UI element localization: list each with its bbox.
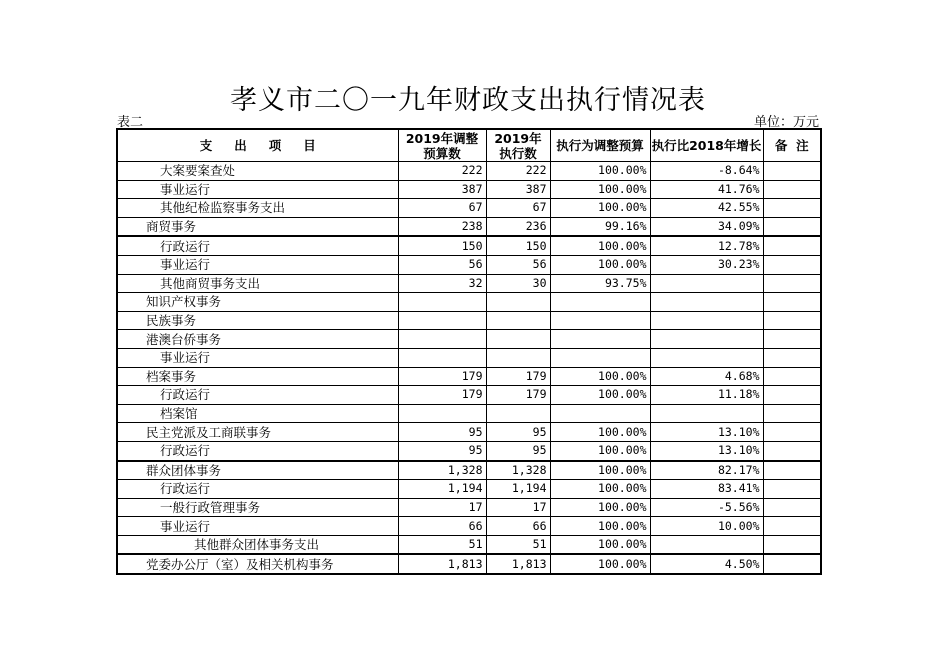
table-row [117, 217, 821, 236]
row-growth: 13.10% [650, 441, 763, 460]
row-ratio [550, 330, 650, 349]
row-budget: 1,328 [398, 461, 486, 480]
row-budget: 1,813 [398, 554, 486, 574]
row-name: 一般行政管理事务 [117, 498, 398, 517]
header-note: 备 注 [763, 129, 821, 162]
table-row [117, 348, 821, 367]
page-title: 孝义市二〇一九年财政支出执行情况表 [230, 85, 706, 116]
row-note [763, 441, 821, 460]
row-name: 行政运行 [117, 480, 398, 499]
row-budget: 1,194 [398, 480, 486, 499]
row-ratio: 100.00% [550, 423, 650, 442]
row-name: 事业运行 [117, 517, 398, 536]
row-exec [486, 404, 550, 423]
row-ratio: 100.00% [550, 498, 650, 517]
row-growth [650, 274, 763, 293]
row-growth: 11.18% [650, 386, 763, 405]
row-growth: 82.17% [650, 461, 763, 480]
row-exec: 222 [486, 162, 550, 181]
row-growth: -5.56% [650, 498, 763, 517]
row-name: 档案馆 [117, 404, 398, 423]
row-name: 党委办公厅（室）及相关机构事务 [117, 554, 398, 574]
row-budget [398, 330, 486, 349]
row-budget: 56 [398, 255, 486, 274]
row-exec: 1,194 [486, 480, 550, 499]
row-name: 民主党派及工商联事务 [117, 423, 398, 442]
row-exec: 66 [486, 517, 550, 536]
row-exec [486, 330, 550, 349]
row-note [763, 293, 821, 312]
table-row [117, 535, 821, 554]
row-budget: 66 [398, 517, 486, 536]
row-budget: 150 [398, 236, 486, 255]
header-budget-line1: 2019年调整 [405, 130, 479, 146]
row-budget [398, 293, 486, 312]
row-ratio: 100.00% [550, 441, 650, 460]
row-budget: 179 [398, 367, 486, 386]
header-exec-line2: 执行数 [499, 145, 537, 161]
row-budget [398, 348, 486, 367]
row-growth: 10.00% [650, 517, 763, 536]
row-budget: 222 [398, 162, 486, 181]
row-exec: 95 [486, 423, 550, 442]
row-name: 事业运行 [117, 255, 398, 274]
row-ratio: 100.00% [550, 386, 650, 405]
row-ratio [550, 293, 650, 312]
row-ratio: 100.00% [550, 180, 650, 199]
row-name: 民族事务 [117, 311, 398, 330]
table-row [117, 423, 821, 442]
row-name: 事业运行 [117, 348, 398, 367]
row-budget: 67 [398, 199, 486, 218]
header-budget [398, 129, 486, 162]
row-exec: 95 [486, 441, 550, 460]
row-ratio: 100.00% [550, 255, 650, 274]
row-growth [650, 535, 763, 554]
row-name: 行政运行 [117, 441, 398, 460]
row-budget [398, 404, 486, 423]
row-ratio [550, 348, 650, 367]
row-exec: 30 [486, 274, 550, 293]
table-label: 表二 [117, 115, 144, 130]
row-note [763, 480, 821, 499]
row-note [763, 348, 821, 367]
row-ratio: 100.00% [550, 162, 650, 181]
row-exec [486, 348, 550, 367]
row-note [763, 404, 821, 423]
row-name: 大案要案查处 [117, 162, 398, 181]
table-row [117, 498, 821, 517]
row-name: 知识产权事务 [117, 293, 398, 312]
table-row [117, 441, 821, 460]
row-exec: 179 [486, 367, 550, 386]
row-growth [650, 293, 763, 312]
row-budget: 51 [398, 535, 486, 554]
row-note [763, 162, 821, 181]
row-growth: 41.76% [650, 180, 763, 199]
header-item [117, 129, 398, 162]
row-ratio: 100.00% [550, 517, 650, 536]
row-growth [650, 311, 763, 330]
row-note [763, 517, 821, 536]
header-budget-line2: 预算数 [423, 145, 461, 161]
table-row [117, 236, 821, 255]
row-growth: 34.09% [650, 217, 763, 236]
row-ratio [550, 404, 650, 423]
row-growth: 30.23% [650, 255, 763, 274]
row-note [763, 423, 821, 442]
row-ratio [550, 311, 650, 330]
header-growth: 执行比2018年增长 [650, 129, 763, 162]
row-name: 事业运行 [117, 180, 398, 199]
row-budget [398, 311, 486, 330]
row-name: 其他群众团体事务支出 [117, 535, 398, 554]
row-note [763, 461, 821, 480]
row-note [763, 274, 821, 293]
row-growth [650, 404, 763, 423]
row-growth [650, 348, 763, 367]
row-ratio: 100.00% [550, 461, 650, 480]
table-row [117, 180, 821, 199]
header-exec-line1: 2019年 [494, 130, 542, 146]
row-budget: 32 [398, 274, 486, 293]
row-growth: -8.64% [650, 162, 763, 181]
row-exec: 150 [486, 236, 550, 255]
expenditure-table [116, 128, 822, 575]
row-ratio: 100.00% [550, 367, 650, 386]
row-exec: 387 [486, 180, 550, 199]
row-note [763, 180, 821, 199]
row-exec: 179 [486, 386, 550, 405]
row-note [763, 311, 821, 330]
row-name: 行政运行 [117, 386, 398, 405]
unit-label: 单位：万元 [753, 115, 819, 130]
row-exec: 56 [486, 255, 550, 274]
row-growth [650, 330, 763, 349]
table-row [117, 311, 821, 330]
table-row [117, 274, 821, 293]
table-row [117, 404, 821, 423]
row-exec: 67 [486, 199, 550, 218]
row-exec [486, 293, 550, 312]
table-row [117, 293, 821, 312]
row-growth: 4.50% [650, 554, 763, 574]
row-ratio: 100.00% [550, 554, 650, 574]
row-growth: 4.68% [650, 367, 763, 386]
row-ratio: 100.00% [550, 236, 650, 255]
row-ratio: 93.75% [550, 274, 650, 293]
row-name: 其他纪检监察事务支出 [117, 199, 398, 218]
table-row [117, 386, 821, 405]
row-ratio: 99.16% [550, 217, 650, 236]
table-row [117, 367, 821, 386]
row-budget: 238 [398, 217, 486, 236]
row-name: 群众团体事务 [117, 461, 398, 480]
row-growth: 42.55% [650, 199, 763, 218]
table-row [117, 461, 821, 480]
row-ratio: 100.00% [550, 199, 650, 218]
row-note [763, 535, 821, 554]
row-exec: 236 [486, 217, 550, 236]
row-budget: 17 [398, 498, 486, 517]
row-note [763, 386, 821, 405]
row-budget: 95 [398, 423, 486, 442]
row-note [763, 498, 821, 517]
table-row [117, 480, 821, 499]
header-item-label: 支出项目 [199, 138, 338, 153]
row-name: 档案事务 [117, 367, 398, 386]
row-exec [486, 311, 550, 330]
row-name: 其他商贸事务支出 [117, 274, 398, 293]
table-row [117, 554, 821, 574]
row-note [763, 199, 821, 218]
row-growth: 13.10% [650, 423, 763, 442]
row-note [763, 217, 821, 236]
table-row [117, 255, 821, 274]
row-budget: 387 [398, 180, 486, 199]
row-ratio: 100.00% [550, 480, 650, 499]
row-note [763, 255, 821, 274]
row-name: 港澳台侨事务 [117, 330, 398, 349]
table-header-row [117, 129, 821, 162]
row-ratio: 100.00% [550, 535, 650, 554]
header-ratio: 执行为调整预算 [550, 129, 650, 162]
row-note [763, 236, 821, 255]
row-note [763, 554, 821, 574]
row-note [763, 330, 821, 349]
row-exec: 1,813 [486, 554, 550, 574]
row-exec: 51 [486, 535, 550, 554]
row-exec: 17 [486, 498, 550, 517]
row-growth: 12.78% [650, 236, 763, 255]
table-row [117, 517, 821, 536]
row-growth: 83.41% [650, 480, 763, 499]
table-row [117, 162, 821, 181]
table-row [117, 330, 821, 349]
row-budget: 179 [398, 386, 486, 405]
row-exec: 1,328 [486, 461, 550, 480]
row-name: 商贸事务 [117, 217, 398, 236]
table-row [117, 199, 821, 218]
row-budget: 95 [398, 441, 486, 460]
row-name: 行政运行 [117, 236, 398, 255]
row-note [763, 367, 821, 386]
header-exec [486, 129, 550, 162]
